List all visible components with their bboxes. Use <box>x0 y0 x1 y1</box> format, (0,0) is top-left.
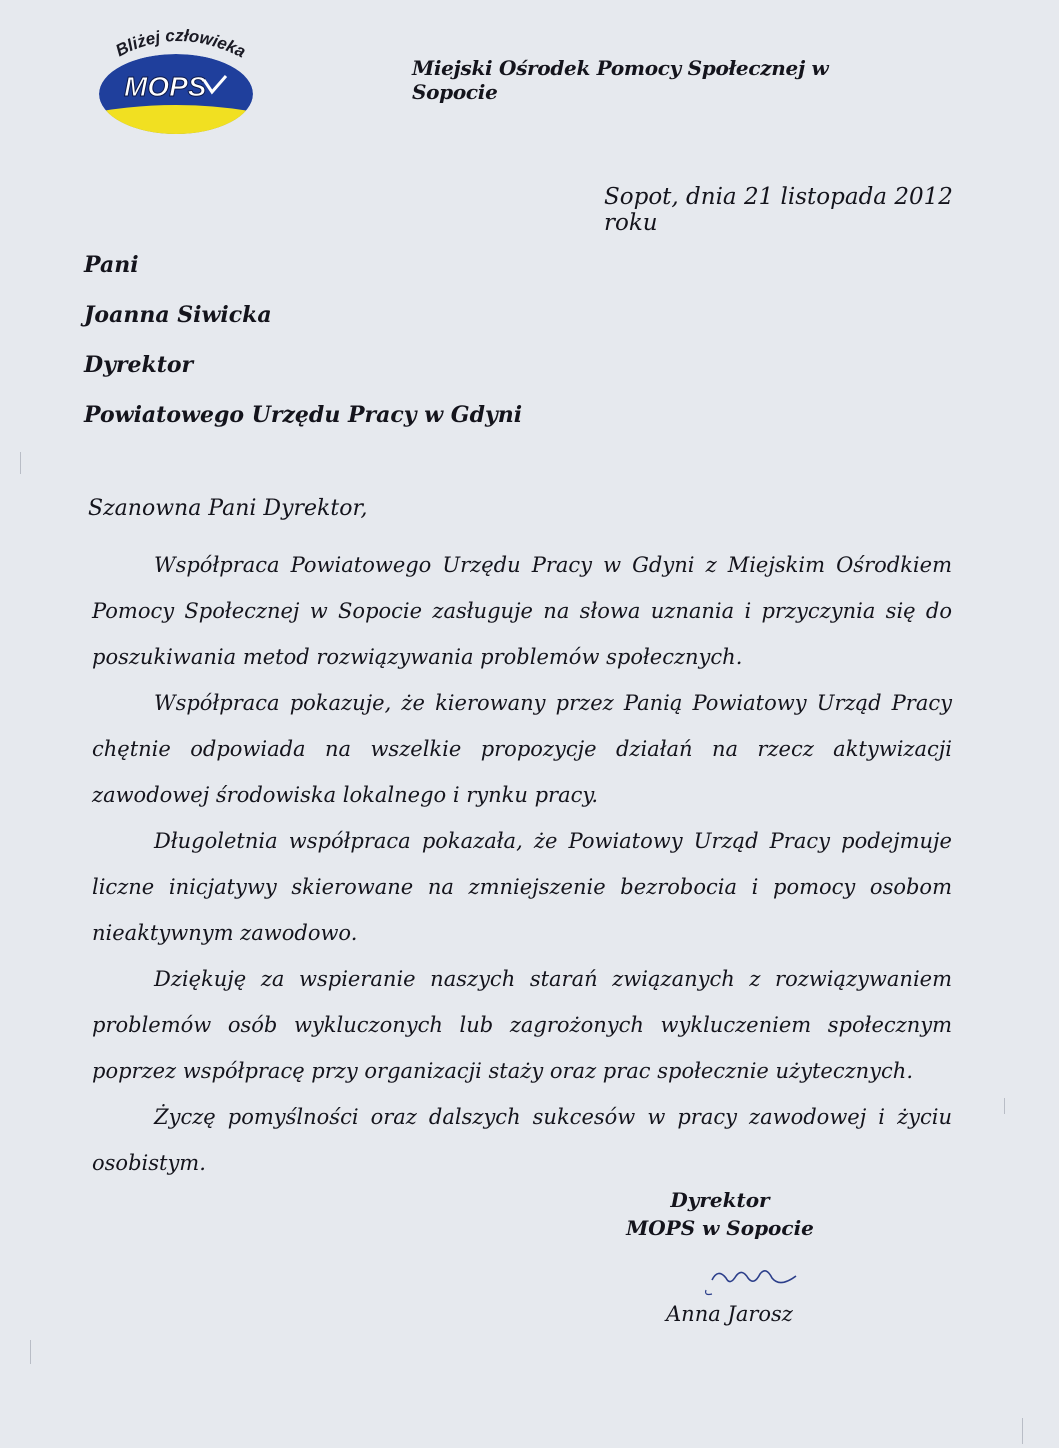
paragraph-4: Dziękuję za wspieranie naszych starań związanych z rozwiązywaniem problemów osób wykluczonych lub zagrożonych wykluczeniem społecznym poprzez współpracę przy organizacji staży oraz prac społecznie użytecznych. <box>92 967 952 1083</box>
signer-name: Anna Jarosz <box>666 1302 793 1326</box>
margin-mark <box>30 1340 31 1364</box>
recipient-line-office: Powiatowego Urzędu Pracy w Gdyni <box>84 402 523 428</box>
mops-logo <box>96 26 256 136</box>
recipient-block <box>84 248 522 448</box>
salutation: Szanowna Pani Dyrektor, <box>88 496 368 521</box>
handwritten-signature <box>700 1260 810 1300</box>
letter-body <box>92 542 952 1186</box>
letter-date: Sopot, dnia 21 listopada 2012 roku <box>604 184 953 236</box>
paragraph-3: Długoletnia współpraca pokazała, że Powiatowy Urząd Pracy podejmuje liczne inicjatywy skierowane na zmniejszenie bezrobocia i pomocy osobom nieaktywnym zawodowo. <box>92 829 952 945</box>
recipient-line-title: Pani <box>84 252 139 278</box>
signature-block <box>620 1186 820 1242</box>
logo-tagline: Bliżej człowieka <box>112 26 249 62</box>
margin-mark <box>20 452 21 474</box>
recipient-line-name: Joanna Siwicka <box>84 302 272 328</box>
logo-brand: MOPS <box>124 71 207 102</box>
signature-org: MOPS w Sopocie <box>626 1216 814 1240</box>
margin-mark <box>1022 1418 1023 1444</box>
institution-header: Miejski Ośrodek Pomocy Społecznej w Sopocie <box>412 56 829 104</box>
margin-mark <box>1004 1098 1005 1114</box>
paragraph-5: Życzę pomyślności oraz dalszych sukcesów w pracy zawodowej i życiu osobistym. <box>92 1105 952 1175</box>
paragraph-2: Współpraca pokazuje, że kierowany przez Panią Powiatowy Urząd Pracy chętnie odpowiada na wszelkie propozycje działań na rzecz aktywizacji zawodowej środowiska lokalnego i rynku pracy. <box>92 691 952 807</box>
recipient-line-position: Dyrektor <box>84 352 194 378</box>
paragraph-1: Współpraca Powiatowego Urzędu Pracy w Gdyni z Miejskim Ośrodkiem Pomocy Społecznej w Sopocie zasługuje na słowa uznania i przyczynia się do poszukiwania metod rozwiązywania problemów społecznych. <box>92 553 952 669</box>
signature-title: Dyrektor <box>670 1188 770 1212</box>
